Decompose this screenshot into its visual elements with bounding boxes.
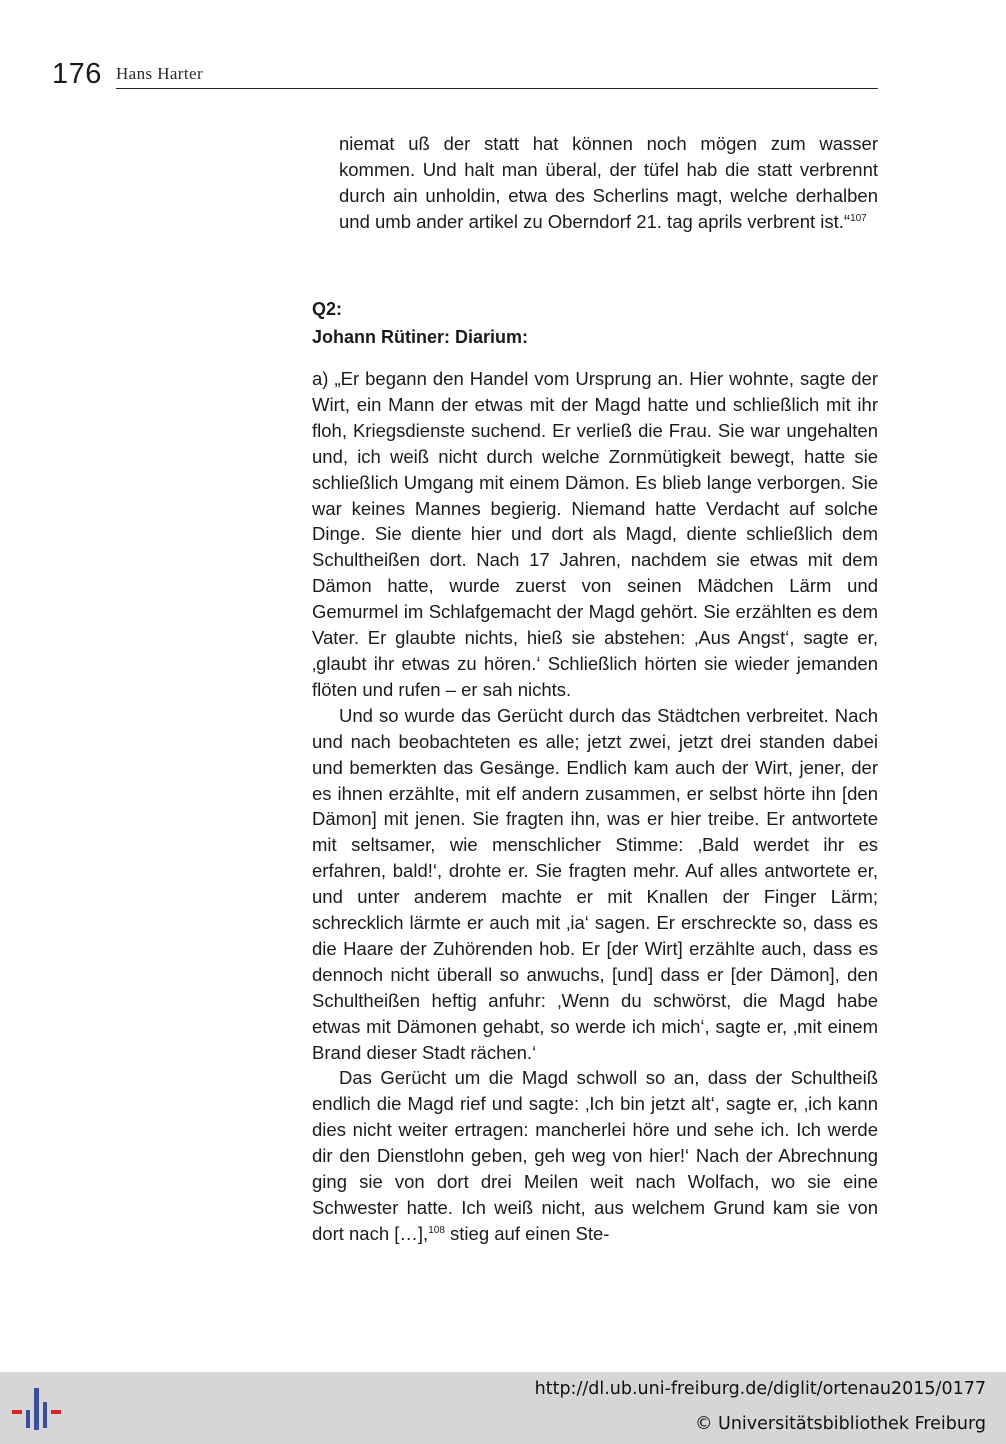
quote-block — [339, 131, 878, 235]
footnote-ref-108[interactable]: 108 — [428, 1224, 445, 1236]
page-number: 176 — [52, 58, 102, 90]
footer-copyright: © Universitätsbibliothek Freiburg — [694, 1414, 986, 1434]
paragraph-3-text: Das Gerücht um die Magd schwoll so an, dass der Schultheiß endlich die Magd rief und sagte: ‚Ich bin jetzt alt‘, sagte er, ‚ich kann dies nicht weiter ertragen: mancherlei höre und sehe ich. Ich werde dir den Dienstlohn geben, geh weg von hier!‘ Nach der Abrechnung ging sie von dort drei Meilen weit nach Wolfach, wo sie eine Schwester hatte. Ich weiß nicht, aus welchem Grund kam sie von dort nach […], — [312, 1067, 878, 1244]
paragraph-1: a) „Er begann den Handel vom Ursprung an. Hier wohnte, sagte der Wirt, ein Mann der etwas mit der Magd hatte und schließlich mit ihr floh, Kriegsdienste suchend. Er verließ die Frau. Sie war ungehalten und, ich weiß nicht durch welche Zornmütigkeit bewegt, hatte sie schließlich Umgang mit einem Dämon. Es blieb lange verborgen. Sie war keines Mannes begierig. Niemand hatte Verdacht auf solche Dinge. Sie diente hier und dort als Magd, diente schließlich dem Schultheißen dort. Nach 17 Jahren, nachdem sie etwas mit dem Dämon hatte, wurde zuerst von seinen Mädchen Lärm und Gemurmel im Schlafgemacht der Magd gehört. Sie erzählten es dem Vater. Er glaubte nichts, hieß sie abstehen: ‚Aus Angst‘, sagte er, ‚glaubt ihr etwas zu hören.‘ Schließlich hörten sie wieder jemanden flöten und rufen – er sah nichts. — [312, 368, 878, 700]
paragraph-3 — [312, 1065, 878, 1246]
footer-url-link[interactable]: http://dl.ub.uni-freiburg.de/diglit/ortenau2015/0177 — [534, 1379, 986, 1399]
body-text — [312, 366, 878, 1247]
ub-freiburg-logo-icon[interactable] — [12, 1384, 64, 1439]
section-label: Q2: — [312, 299, 343, 319]
running-head: Hans Harter — [116, 64, 204, 83]
header-rule — [116, 88, 878, 89]
quote-text: niemat uß der statt hat können noch mögen zum wasser kommen. Und halt man überal, der tüfel hab die statt verbrennt durch ain unholdin, etwa des Scherlins magt, welche derhalben und umb ander artikel zu Oberndorf 21. tag aprils verbrent ist.“ — [339, 133, 878, 232]
footnote-ref-107[interactable]: 107 — [850, 212, 867, 224]
section-title: Johann Rütiner: Diarium: — [312, 327, 529, 347]
footer-bar — [0, 1372, 1006, 1444]
paragraph-3-tail: stieg auf einen Ste- — [444, 1222, 610, 1244]
paragraph-2: Und so wurde das Gerücht durch das Städtchen verbreitet. Nach und nach beobachteten es alle; jetzt zwei, jetzt drei standen dabei und bemerkten das Gesänge. Endlich kam auch der Wirt, jener, der es ihnen erzählte, mit elf andern zusammen, er selbst hörte ihn [den Dämon] mit jenen. Sie fragten ihn, was er hier treibe. Er antwortete mit seltsamer, wie menschlicher Stimme: ‚Bald werdet ihr es erfahren, bald!‘, drohte er. Sie fragten mehr. Auf alles antwortete er, und unter anderem machte er mit Knallen der Finger Lärm; schrecklich lärmte er auch mit ‚ia‘ sagen. Er erschreckte so, dass es die Haare der Zuhörenden hob. Er [der Wirt] erzählte auch, dass es dennoch nicht überall so anwuchs, [und] dass er [der Dämon], den Schultheißen heftig anfuhr: ‚Wenn du schwörst, die Magd habe etwas mit Dämonen gehabt, so werde ich mich‘, sagte er, ‚mit einem Brand dieser Stadt rächen.‘ — [312, 704, 878, 1063]
